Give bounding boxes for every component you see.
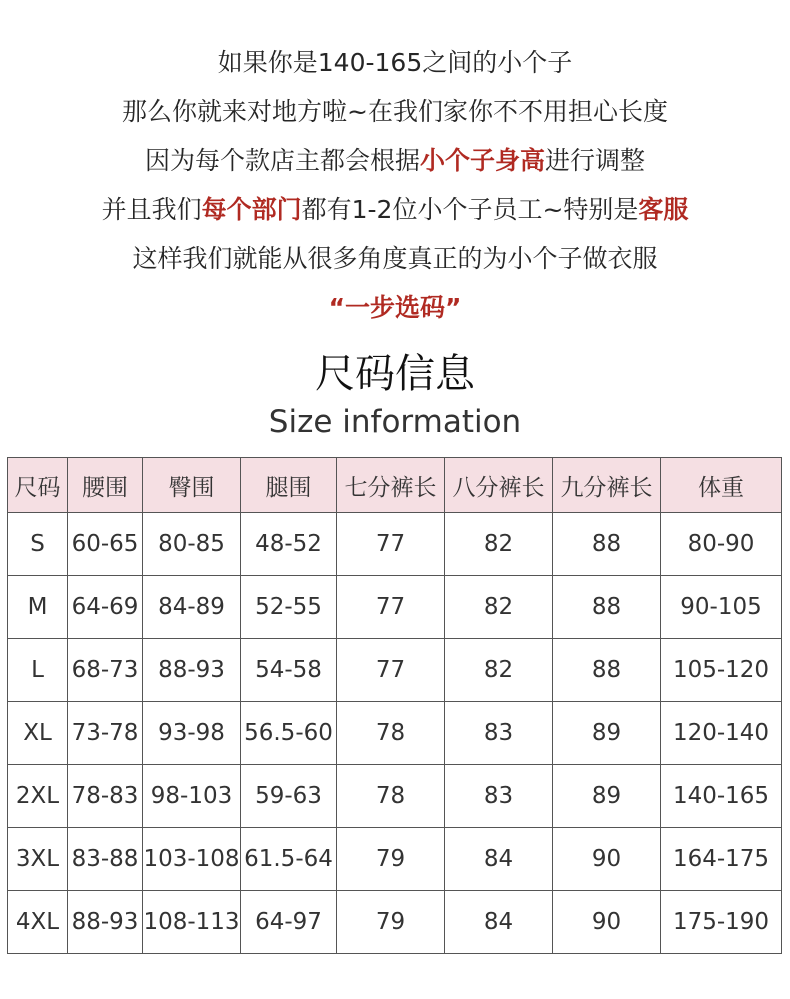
cell-thigh: 61.5-64 — [241, 828, 337, 891]
cell-waist: 68-73 — [68, 639, 143, 702]
cell-length-7: 78 — [337, 765, 445, 828]
cell-length-8: 82 — [445, 639, 553, 702]
cell-thigh: 48-52 — [241, 513, 337, 576]
cell-length-7: 77 — [337, 576, 445, 639]
intro-highlight-department: 每个部门 — [201, 195, 302, 224]
header-length-7: 七分裤长 — [337, 458, 445, 513]
slogan: “一步选码” — [328, 293, 462, 322]
intro-line-3-post: 进行调整 — [545, 146, 646, 175]
cell-waist: 83-88 — [68, 828, 143, 891]
table-row — [8, 639, 782, 702]
cell-length-7: 79 — [337, 891, 445, 954]
cell-waist: 78-83 — [68, 765, 143, 828]
cell-waist: 64-69 — [68, 576, 143, 639]
cell-length-9: 90 — [553, 891, 661, 954]
cell-length-8: 84 — [445, 828, 553, 891]
header-waist: 腰围 — [68, 458, 143, 513]
table-row — [8, 576, 782, 639]
cell-size: L — [8, 639, 68, 702]
cell-size: S — [8, 513, 68, 576]
cell-length-9: 90 — [553, 828, 661, 891]
intro-text — [0, 38, 790, 332]
cell-weight: 120-140 — [661, 702, 782, 765]
header-thigh: 腿围 — [241, 458, 337, 513]
cell-thigh: 56.5-60 — [241, 702, 337, 765]
cell-waist: 60-65 — [68, 513, 143, 576]
intro-highlight-service: 客服 — [638, 195, 689, 224]
intro-line-3 — [0, 136, 790, 185]
cell-thigh: 52-55 — [241, 576, 337, 639]
cell-weight: 105-120 — [661, 639, 782, 702]
table-row — [8, 765, 782, 828]
cell-length-7: 77 — [337, 639, 445, 702]
cell-length-7: 78 — [337, 702, 445, 765]
header-size: 尺码 — [8, 458, 68, 513]
cell-hip: 98-103 — [143, 765, 241, 828]
table-row — [8, 891, 782, 954]
cell-weight: 140-165 — [661, 765, 782, 828]
cell-length-9: 88 — [553, 576, 661, 639]
cell-length-8: 83 — [445, 765, 553, 828]
cell-length-8: 82 — [445, 576, 553, 639]
cell-length-7: 77 — [337, 513, 445, 576]
cell-weight: 80-90 — [661, 513, 782, 576]
cell-waist: 73-78 — [68, 702, 143, 765]
cell-size: M — [8, 576, 68, 639]
cell-hip: 93-98 — [143, 702, 241, 765]
size-title-cn: 尺码信息 — [315, 351, 475, 397]
cell-thigh: 64-97 — [241, 891, 337, 954]
cell-thigh: 54-58 — [241, 639, 337, 702]
cell-hip: 108-113 — [143, 891, 241, 954]
table-row — [8, 702, 782, 765]
cell-length-9: 88 — [553, 513, 661, 576]
cell-hip: 88-93 — [143, 639, 241, 702]
intro-highlight-height: 小个子身高 — [419, 146, 545, 175]
header-weight: 体重 — [661, 458, 782, 513]
cell-length-8: 82 — [445, 513, 553, 576]
size-title-en: Size information — [268, 404, 522, 440]
intro-line-4 — [0, 185, 790, 234]
cell-hip: 103-108 — [143, 828, 241, 891]
header-length-9: 九分裤长 — [553, 458, 661, 513]
size-table — [7, 457, 782, 954]
cell-hip: 84-89 — [143, 576, 241, 639]
table-row — [8, 828, 782, 891]
header-length-8: 八分裤长 — [445, 458, 553, 513]
cell-size: XL — [8, 702, 68, 765]
cell-size: 3XL — [8, 828, 68, 891]
intro-line-5: 这样我们就能从很多角度真正的为小个子做衣服 — [132, 244, 658, 273]
table-header-row — [8, 458, 782, 513]
cell-length-8: 83 — [445, 702, 553, 765]
cell-length-9: 89 — [553, 702, 661, 765]
intro-line-3-pre: 因为每个款店主都会根据 — [144, 146, 420, 175]
cell-length-9: 89 — [553, 765, 661, 828]
table-row — [8, 513, 782, 576]
cell-length-9: 88 — [553, 639, 661, 702]
intro-line-4-mid: 都有1-2位小个子员工~特别是 — [301, 195, 639, 224]
header-hip: 臀围 — [143, 458, 241, 513]
cell-hip: 80-85 — [143, 513, 241, 576]
intro-line-1: 如果你是140-165之间的小个子 — [217, 48, 573, 77]
cell-length-7: 79 — [337, 828, 445, 891]
intro-line-2: 那么你就来对地方啦~在我们家你不不用担心长度 — [122, 97, 668, 126]
cell-size: 4XL — [8, 891, 68, 954]
cell-waist: 88-93 — [68, 891, 143, 954]
cell-weight: 90-105 — [661, 576, 782, 639]
cell-weight: 164-175 — [661, 828, 782, 891]
cell-thigh: 59-63 — [241, 765, 337, 828]
cell-length-8: 84 — [445, 891, 553, 954]
cell-size: 2XL — [8, 765, 68, 828]
intro-line-4-pre: 并且我们 — [101, 195, 202, 224]
cell-weight: 175-190 — [661, 891, 782, 954]
